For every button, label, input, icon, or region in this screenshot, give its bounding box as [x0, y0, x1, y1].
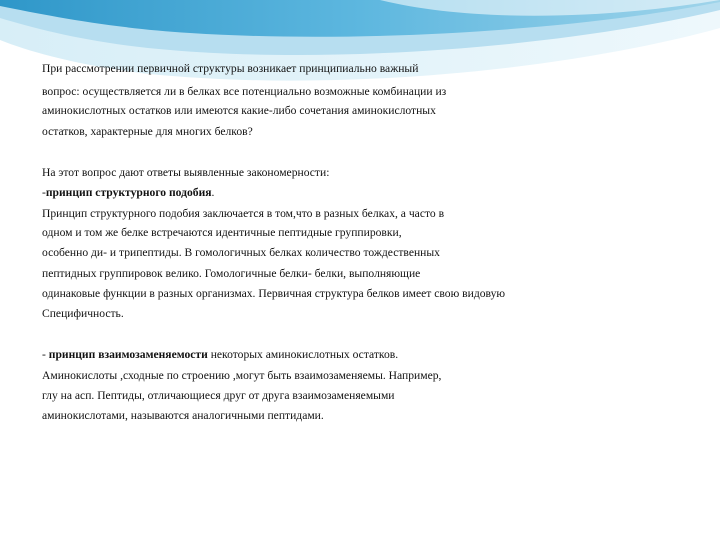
paragraph-line: Принцип структурного подобия заключается в том,что в разных белках, а часто в: [42, 207, 445, 220]
paragraph-line: особенно ди- и трипептиды. В гомологичных белках количество тождественных: [42, 246, 440, 259]
principle-heading: [42, 348, 398, 362]
paragraph-line: Аминокислоты ,сходные по строению ,могут быть взаимозаменяемы. Например,: [42, 369, 442, 382]
principle-heading: [42, 186, 214, 200]
principle-prefix: -: [42, 186, 46, 199]
principle-prefix: -: [42, 348, 49, 361]
paragraph-line: остатков, характерные для многих белков?: [42, 125, 253, 138]
paragraph-line: вопрос: осуществляется ли в белках все потенциально возможные комбинации из: [42, 85, 447, 98]
principle-title: принцип структурного подобия: [45, 186, 212, 199]
paragraph-line: Специфичность.: [42, 307, 124, 320]
paragraph-line: пептидных группировок велико. Гомологичные белки- белки, выполняющие: [42, 267, 421, 280]
paragraph-line: одном и том же белке встречаются идентичные пептидные группировки,: [42, 226, 402, 239]
paragraph-line: аминокислотных остатков или имеются какие-либо сочетания аминокислотных: [42, 104, 436, 117]
principle-title: принцип взаимозаменяемости: [48, 348, 208, 361]
body-text: [42, 56, 682, 436]
paragraph-line: На этот вопрос дают ответы выявленные закономерности:: [42, 166, 330, 179]
paragraph-line: глу на асп. Пептиды, отличающиеся друг от друга взаимозаменяемыми: [42, 389, 395, 402]
paragraph-line: одинаковые функции в разных организмах. Первичная структура белков имеет свою видовую: [42, 287, 506, 300]
principle-suffix: некоторых аминокислотных остатков.: [207, 348, 399, 361]
paragraph-line: аминокислотами, называются аналогичными пептидами.: [42, 409, 324, 422]
principle-suffix: .: [211, 186, 215, 199]
paragraph-line: При рассмотрении первичной структуры возникает принципиально важный: [42, 62, 419, 75]
